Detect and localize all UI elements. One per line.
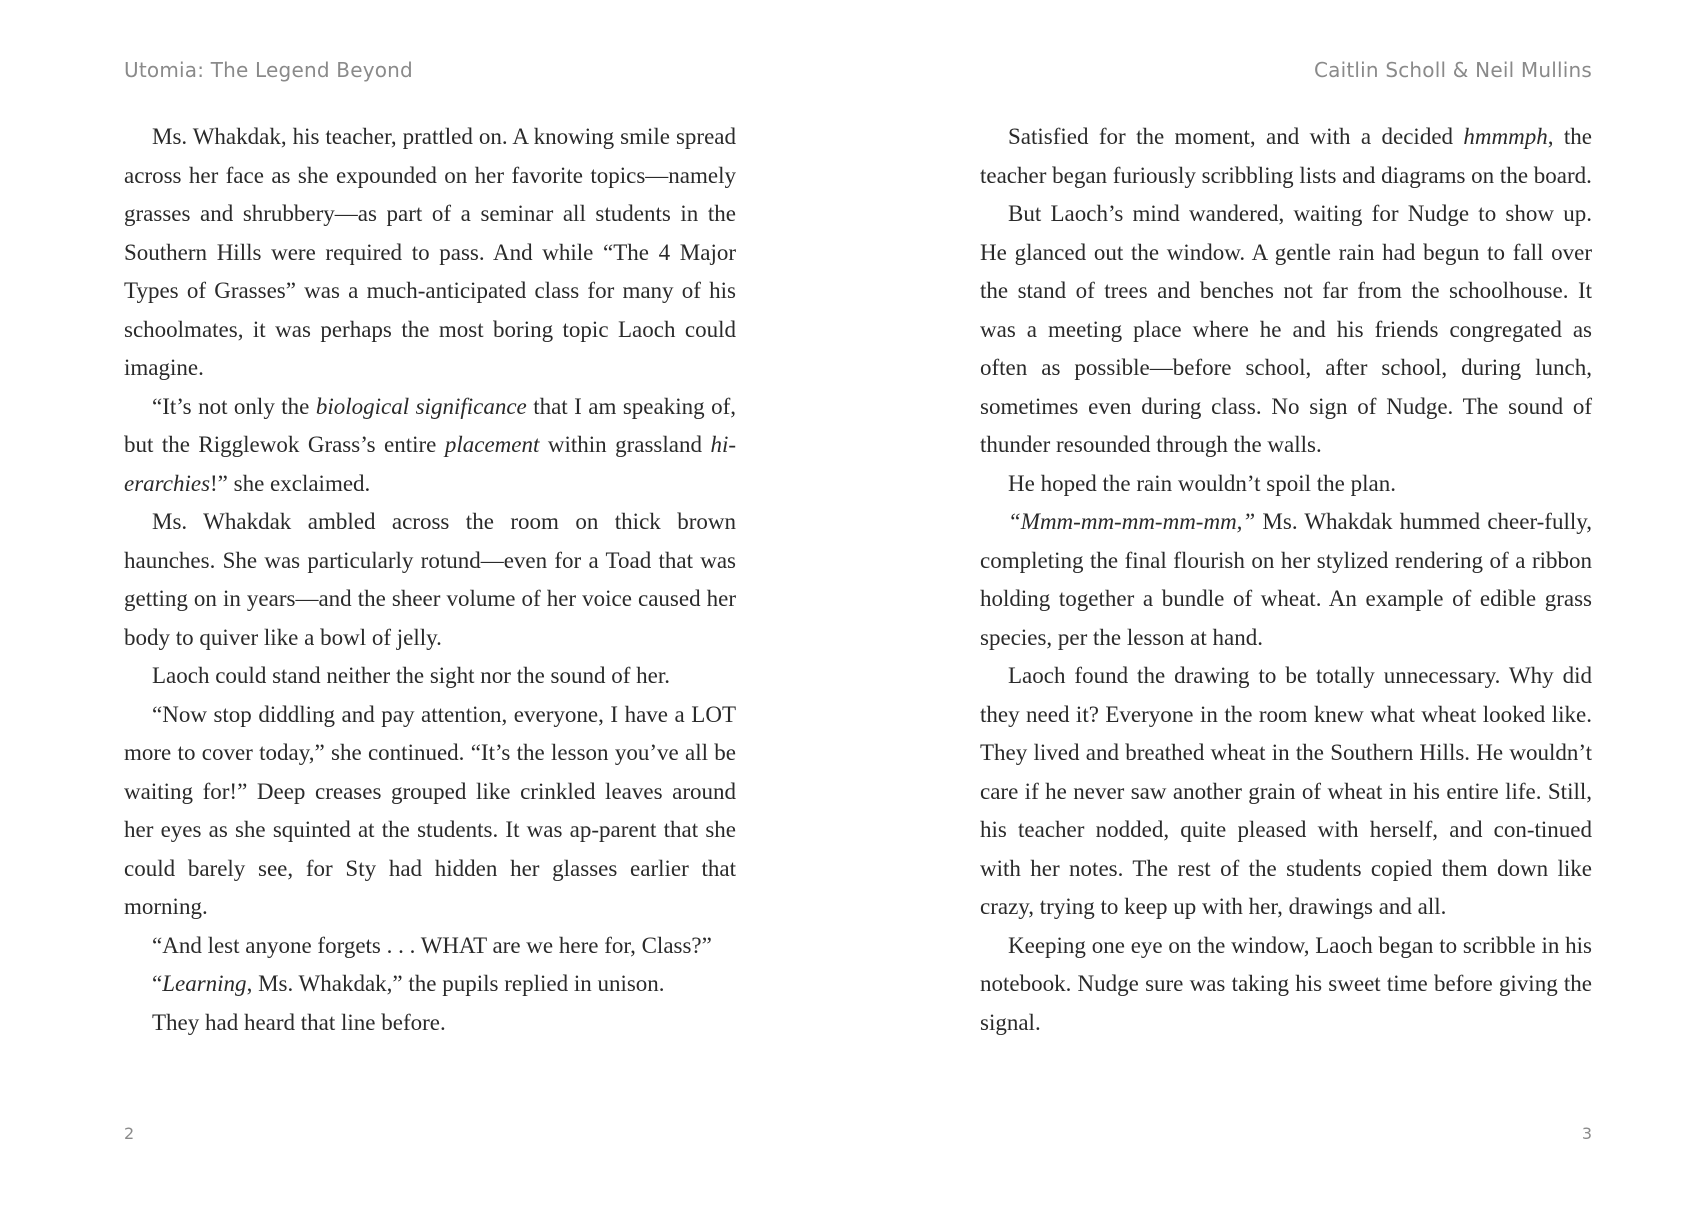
right-page	[980, 0, 1592, 1214]
paragraph	[980, 927, 1592, 1043]
paragraph	[124, 503, 736, 657]
italic-text: Learning	[162, 971, 247, 996]
text-run: , the teacher began furiously scribbling lists and diagrams on the board.	[980, 124, 1592, 188]
text-run: Laoch could stand neither the sight nor the sound of her.	[152, 663, 671, 688]
text-run: He hoped the rain wouldn’t spoil the plan.	[1008, 470, 1396, 496]
page-number: 2	[124, 1124, 135, 1143]
italic-text: hi-erarchies	[124, 432, 736, 496]
paragraph	[980, 195, 1592, 465]
text-run: But Laoch’s mind wandered, waiting for Nudge to show up. He glanced out the window. A gentle rain had begun to fall over the stand of trees and benches not far from the schoolhouse. It was a meeting place where he and his friends congregated as often as possible—before school, after school, during lunch, sometimes even during class. No sign of Nudge. The sound of thunder resounded through the walls.	[980, 201, 1592, 457]
paragraph	[980, 118, 1592, 195]
italic-text: placement	[444, 432, 540, 457]
body-text	[980, 118, 1592, 1042]
paragraph	[124, 1004, 736, 1043]
text-run: that I am speaking of, but the Rigglewok Grass’s entire	[124, 393, 736, 457]
text-run: , Ms. Whakdak,” the pupils replied in unison.	[246, 971, 665, 996]
left-page	[124, 0, 736, 1214]
text-run: Keeping one eye on the window, Laoch began to scribble in his notebook. Nudge sure was taking his sweet time before giving the signal.	[980, 932, 1592, 1035]
paragraph	[124, 927, 736, 966]
text-run: “And lest anyone forgets . . . WHAT are we here for, Class?”	[152, 932, 712, 958]
paragraph	[980, 465, 1592, 504]
text-run: “Now stop diddling and pay attention, everyone, I have a LOT more to cover today,” she continued. “It’s the lesson you’ve all be waiting for!” Deep creases grouped like crinkled leaves around her eyes as she squinted at the students. It was ap-parent that she could barely see, for Sty had hidden her glasses earlier that morning.	[124, 701, 736, 919]
text-run: They had heard that line before.	[152, 1009, 446, 1035]
paragraph	[124, 965, 736, 1004]
body-text	[124, 118, 736, 1042]
paragraph	[124, 657, 736, 696]
text-run: Ms. Whakdak, his teacher, prattled on. A knowing smile spread across her face as she expounded on her favorite topics—namely grasses and shrubbery—as part of a seminar all students in the Southern Hills were required to pass. And while “The 4 Major Types of Grasses” was a much-anticipated class for many of his schoolmates, it was perhaps the most boring topic Laoch could imagine.	[124, 124, 736, 380]
running-head-authors: Caitlin Scholl & Neil Mullins	[1313, 58, 1592, 82]
text-run: “	[152, 971, 163, 996]
italic-text: biological significance	[315, 393, 527, 419]
text-run: Ms. Whakdak hummed cheer-fully, completing the final flourish on her stylized rendering of a ribbon holding together a bundle of wheat. An example of edible grass species, per the lesson at hand.	[980, 509, 1592, 650]
paragraph	[124, 696, 736, 927]
running-head-book-title: Utomia: The Legend Beyond	[124, 58, 413, 82]
paragraph	[124, 388, 736, 504]
paragraph	[980, 503, 1592, 657]
page-number: 3	[1581, 1124, 1592, 1143]
text-run: within grassland	[539, 432, 711, 457]
text-run: Satisfied for the moment, and with a decided	[1008, 124, 1464, 149]
text-run: Laoch found the drawing to be totally unnecessary. Why did they need it? Everyone in the room knew what wheat looked like. They lived and breathed wheat in the Southern Hills. He wouldn’t care if he never saw another grain of wheat in his entire life. Still, his teacher nodded, quite pleased with herself, and con-tinued with her notes. The rest of the students copied them down like crazy, trying to keep up with her, drawings and all.	[980, 663, 1592, 919]
text-run: “It’s not only the	[152, 393, 316, 419]
text-run: Ms. Whakdak ambled across the room on thick brown haunches. She was particularly rotund—even for a Toad that was getting on in years—and the sheer volume of her voice caused her body to quiver like a bowl of jelly.	[124, 509, 736, 650]
italic-text: hmmmph	[1463, 124, 1548, 149]
paragraph	[980, 657, 1592, 927]
italic-text: “Mmm-mm-mm-mm-mm,”	[1008, 509, 1256, 534]
text-run: !” she exclaimed.	[210, 470, 371, 496]
paragraph	[124, 118, 736, 388]
